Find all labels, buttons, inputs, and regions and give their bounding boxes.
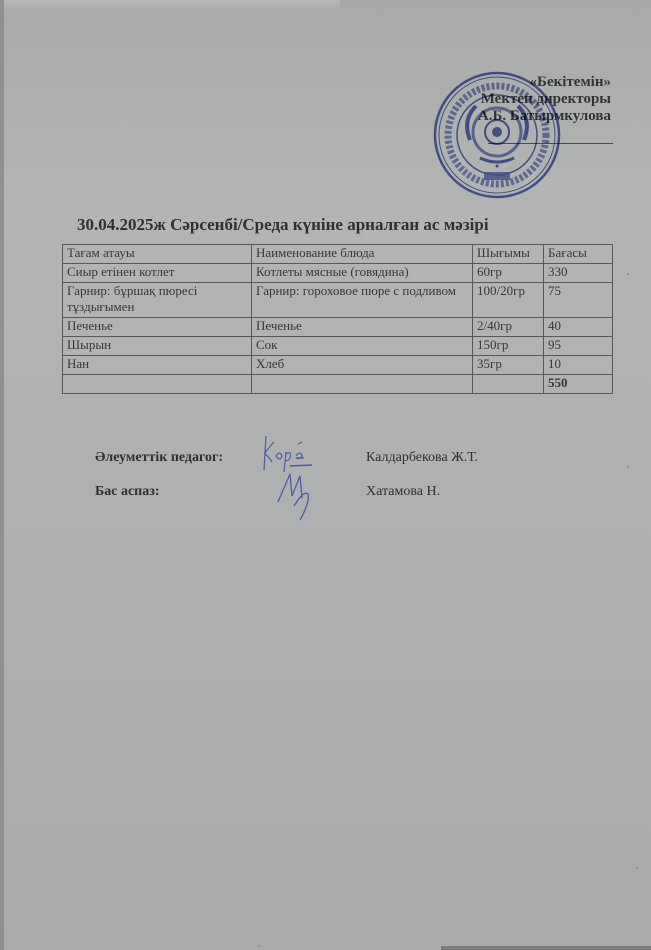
signature-role: Әлеуметтік педагог:	[95, 450, 224, 465]
cell-empty	[252, 375, 473, 394]
cell-dish-kz: Печенье	[63, 318, 252, 337]
cell-dish-ru: Гарнир: гороховое пюре с подливом	[252, 283, 473, 318]
table-total-row	[63, 375, 613, 394]
paper-speck	[627, 466, 629, 468]
cell-portion: 2/40гр	[473, 318, 544, 337]
cell-portion: 100/20гр	[473, 283, 544, 318]
cell-price: 95	[544, 337, 613, 356]
cell-dish-kz: Сиыр етінен котлет	[63, 264, 252, 283]
table-header-row	[63, 245, 613, 264]
page-edge	[441, 946, 651, 950]
table-row	[63, 337, 613, 356]
cell-price: 40	[544, 318, 613, 337]
signature-name: Калдарбекова Ж.Т.	[366, 450, 478, 465]
cell-price: 75	[544, 283, 613, 318]
header-portion: Шығымы	[473, 245, 544, 264]
approval-position: Мектеп директоры	[480, 91, 611, 107]
cell-empty	[473, 375, 544, 394]
cell-dish-kz: Нан	[63, 356, 252, 375]
cell-dish-ru: Сок	[252, 337, 473, 356]
cell-dish-kz: Гарнир: бұршақ пюресі тұздығымен	[63, 283, 252, 318]
paper-speck	[258, 945, 260, 947]
header-price: Бағасы	[544, 245, 613, 264]
cell-dish-kz: Шырын	[63, 337, 252, 356]
handwritten-signature-icon	[270, 466, 320, 522]
cell-price: 330	[544, 264, 613, 283]
menu-table	[62, 244, 613, 394]
cell-portion: 35гр	[473, 356, 544, 375]
menu-title: 30.04.2025ж Сәрсенбі/Среда күніне арналған ас мәзірі	[77, 215, 489, 234]
page-edge	[0, 0, 4, 950]
header-dish-name-ru: Наименование блюда	[252, 245, 473, 264]
signature-name: Хатамова Н.	[366, 484, 441, 499]
table-row	[63, 318, 613, 337]
cell-price: 10	[544, 356, 613, 375]
table-row	[63, 356, 613, 375]
cell-portion: 150гр	[473, 337, 544, 356]
cell-dish-ru: Котлеты мясные (говядина)	[252, 264, 473, 283]
cell-portion: 60гр	[473, 264, 544, 283]
header-dish-name-kz: Тағам атауы	[63, 245, 252, 264]
signature-role: Бас аспаз:	[95, 484, 160, 499]
table-row	[63, 283, 613, 318]
cell-dish-ru: Хлеб	[252, 356, 473, 375]
approval-heading: «Бекітемін»	[529, 74, 611, 90]
paper-speck	[636, 867, 638, 869]
table-row	[63, 264, 613, 283]
cell-total-price: 550	[544, 375, 613, 394]
official-round-stamp-icon	[432, 70, 562, 200]
approval-director-name: А.Б. Батырмкулова	[477, 108, 611, 124]
cell-dish-ru: Печенье	[252, 318, 473, 337]
cell-empty	[63, 375, 252, 394]
paper-speck	[627, 273, 629, 275]
